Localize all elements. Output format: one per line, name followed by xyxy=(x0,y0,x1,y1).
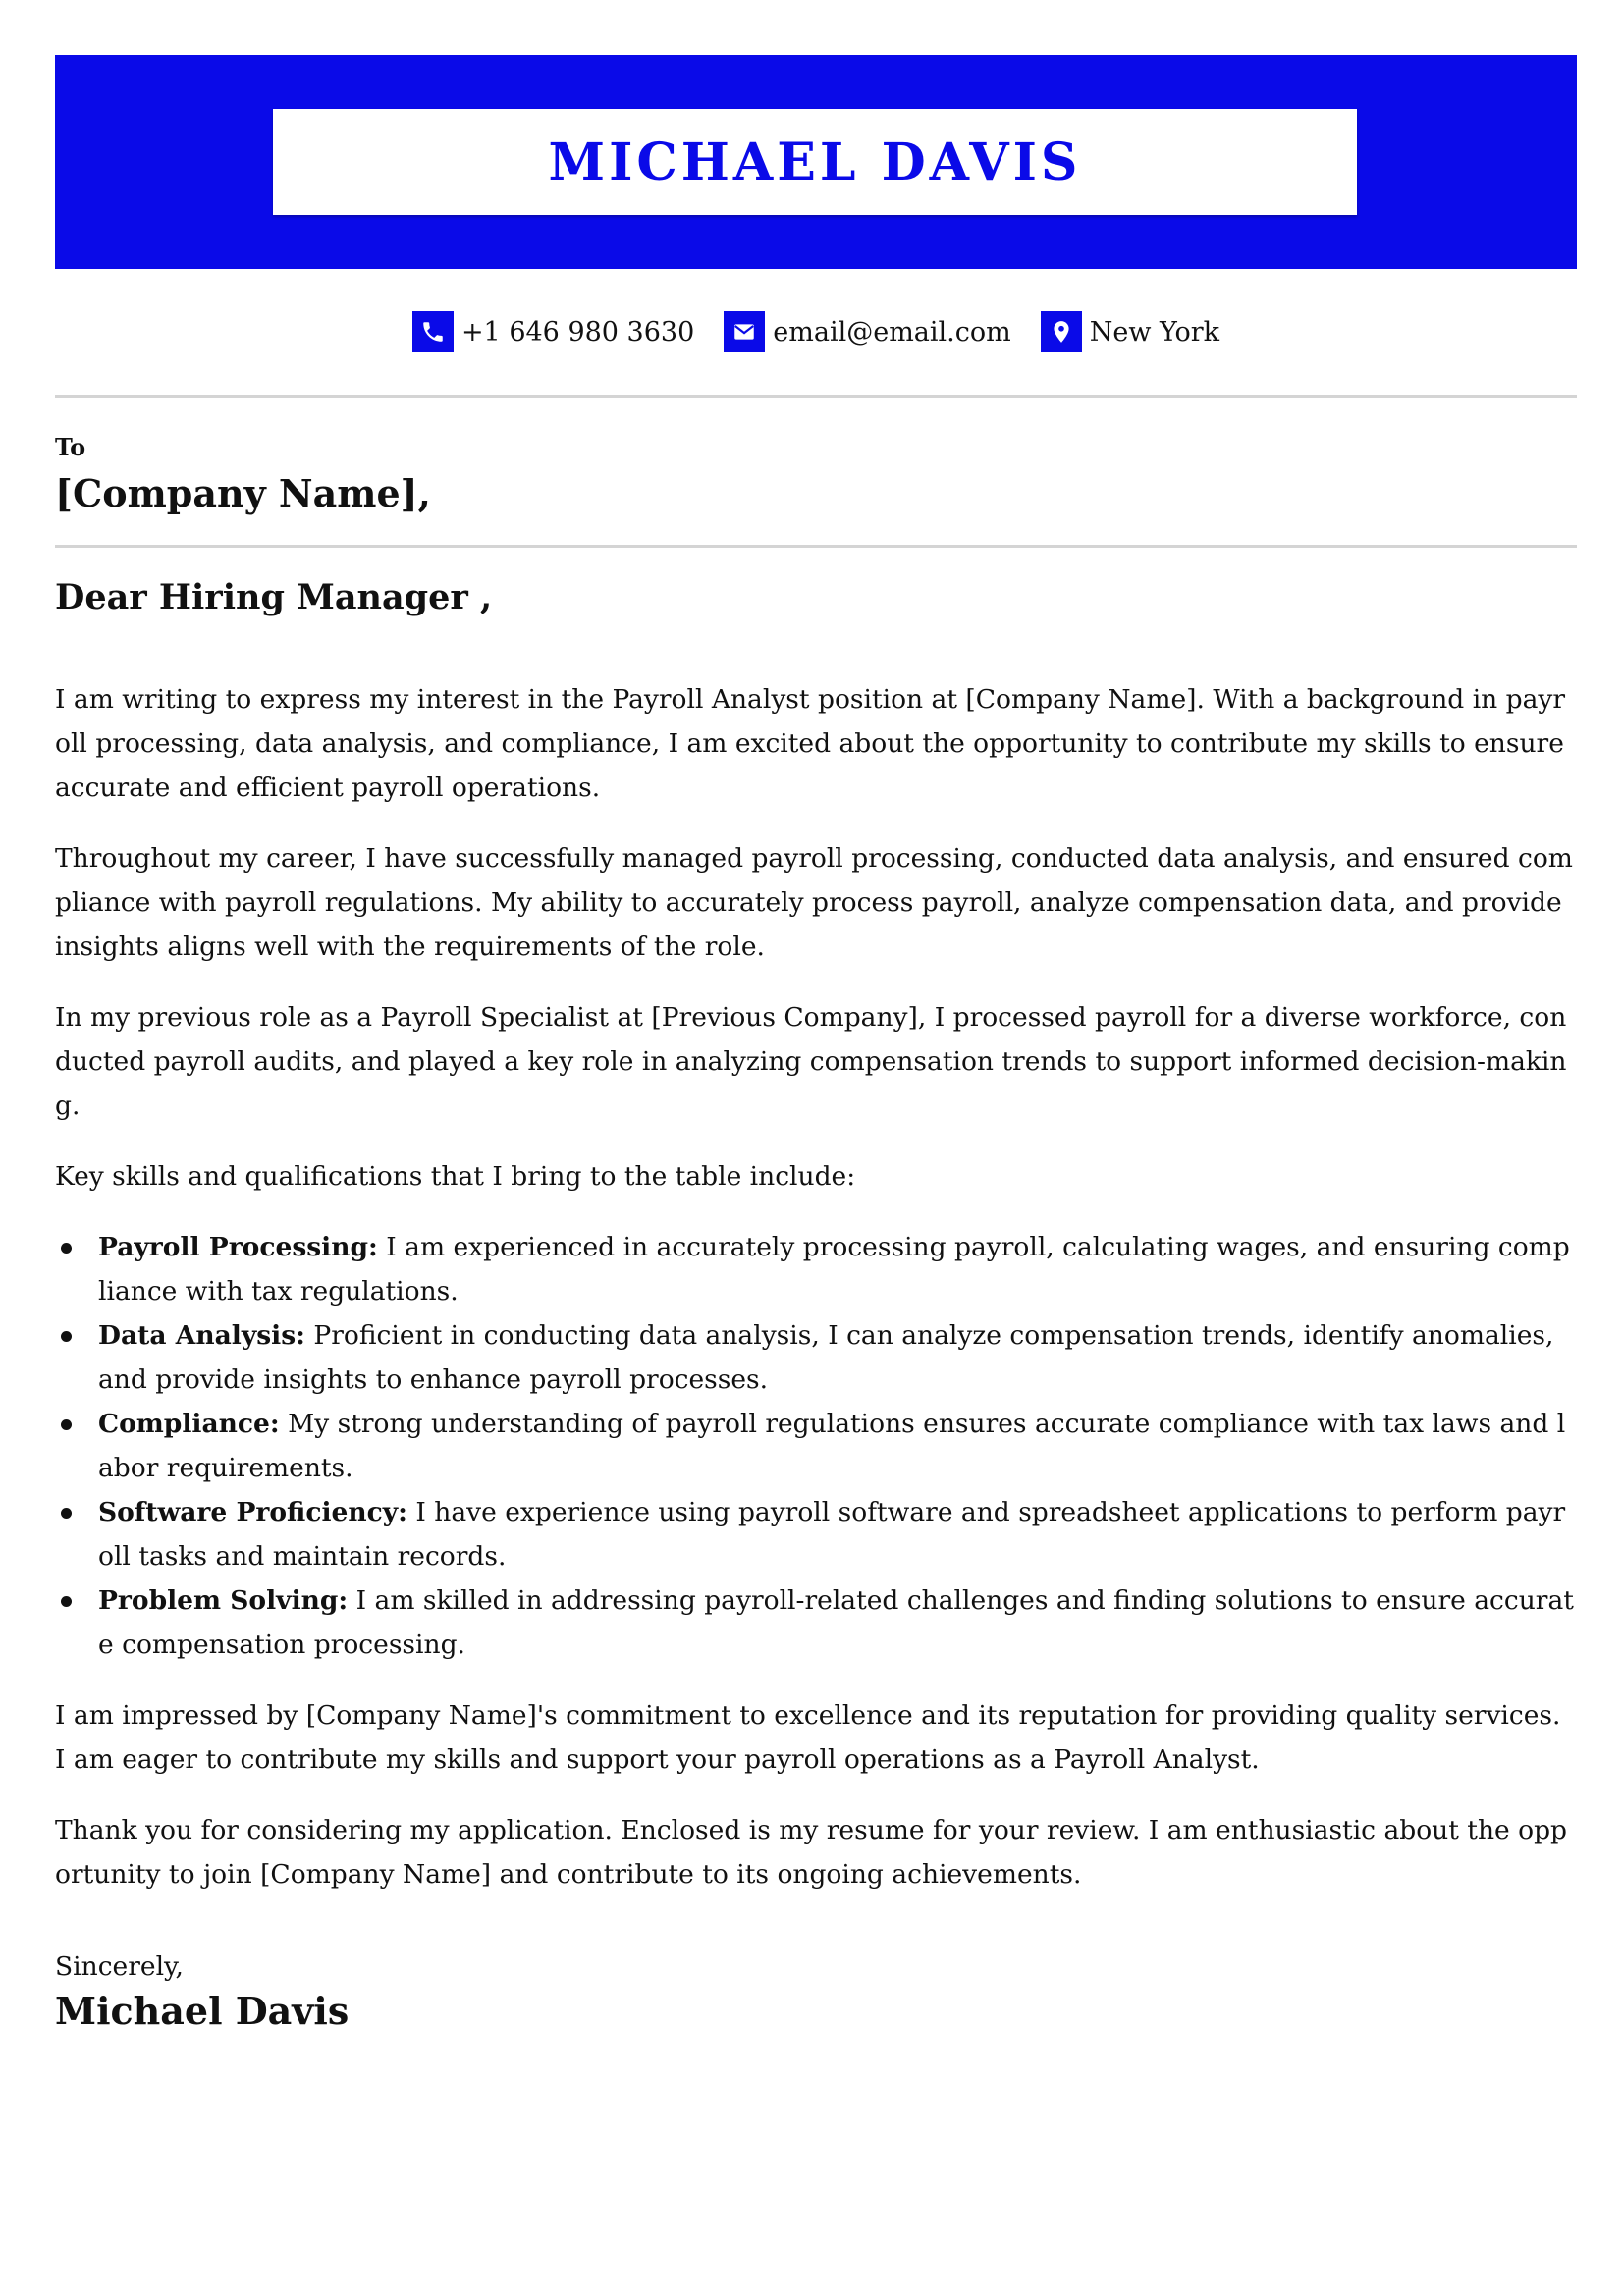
bullet-icon xyxy=(61,1419,72,1430)
recipient-block xyxy=(55,398,1577,545)
email-icon xyxy=(724,311,765,352)
skill-description: I am experienced in accurately processing payroll, calculating wages, and ensuring compliance with tax regulations. xyxy=(98,1232,1570,1307)
skill-title: Compliance: xyxy=(98,1409,280,1439)
list-item xyxy=(55,1225,1577,1313)
bullet-icon xyxy=(61,1331,72,1342)
signoff-closing: Sincerely, xyxy=(55,1951,184,1982)
body-paragraph: I am writing to express my interest in the Payroll Analyst position at [Company Name]. With a background in payroll processing, data analysis, and compliance, I am excited about the opportunity to contribute my skills to ensure accurate and efficient payroll operations. xyxy=(55,684,1566,803)
divider xyxy=(55,545,1577,548)
body-paragraph: I am impressed by [Company Name]'s commitment to excellence and its reputation for providing quality services. I am eager to contribute my skills and support your payroll operations as a Payroll Analyst. xyxy=(55,1700,1561,1775)
skill-description: I am skilled in addressing payroll-related challenges and finding solutions to ensure accurate compensation processing. xyxy=(98,1585,1574,1660)
skill-description: Proficient in conducting data analysis, I can analyze compensation trends, identify anomalies, and provide insights to enhance payroll processes. xyxy=(98,1320,1554,1395)
to-label: To xyxy=(55,433,86,461)
phone-number: +1 646 980 3630 xyxy=(460,316,695,347)
bullet-icon xyxy=(61,1508,72,1519)
signoff-name: Michael Davis xyxy=(55,1989,350,2033)
skill-title: Software Proficiency: xyxy=(98,1497,407,1527)
header-banner xyxy=(55,55,1577,269)
skill-title: Payroll Processing: xyxy=(98,1232,378,1262)
list-item xyxy=(55,1490,1577,1578)
applicant-name-heading: MICHAEL DAVIS xyxy=(548,132,1082,192)
body-paragraph: Thank you for considering my application. Enclosed is my resume for your review. I am enthusiastic about the opportunity to join [Company Name] and contribute to its ongoing achievements. xyxy=(55,1815,1568,1890)
cover-letter xyxy=(55,55,1577,2037)
phone-icon xyxy=(412,311,454,352)
recipient-company: [Company Name], xyxy=(55,471,431,515)
list-item xyxy=(55,1578,1577,1667)
location-pin-icon xyxy=(1041,311,1082,352)
skill-title: Problem Solving: xyxy=(98,1585,349,1616)
contact-location xyxy=(1041,311,1219,352)
body-paragraph: In my previous role as a Payroll Specialist at [Previous Company], I processed payroll for a diverse workforce, conducted payroll audits, and played a key role in analyzing compensation trends to support informed decision-making. xyxy=(55,1002,1567,1121)
skill-title: Data Analysis: xyxy=(98,1320,305,1351)
bullet-icon xyxy=(61,1243,72,1254)
letter-body xyxy=(55,677,1577,1896)
list-item xyxy=(55,1402,1577,1490)
email-address: email@email.com xyxy=(773,316,1011,347)
salutation: Dear Hiring Manager , xyxy=(55,577,493,617)
skill-description: I have experience using payroll software and spreadsheet applications to perform payroll tasks and maintain records. xyxy=(98,1497,1566,1572)
body-paragraph: Throughout my career, I have successfully managed payroll processing, conducted data analysis, and ensured compliance with payroll regulations. My ability to accurately process payroll, analyze compensation data, and provide insights aligns well with the requirements of the role. xyxy=(55,843,1573,962)
contact-phone xyxy=(412,311,694,352)
location-text: New York xyxy=(1089,316,1220,347)
body-paragraph: Key skills and qualifications that I bring to the table include: xyxy=(55,1161,856,1192)
skill-description: My strong understanding of payroll regulations ensures accurate compliance with tax laws and labor requirements. xyxy=(98,1409,1566,1483)
skills-list xyxy=(55,1225,1577,1667)
bullet-icon xyxy=(61,1596,72,1607)
contact-email xyxy=(724,311,1010,352)
list-item xyxy=(55,1313,1577,1402)
name-box xyxy=(273,109,1357,215)
contact-row xyxy=(55,269,1577,395)
